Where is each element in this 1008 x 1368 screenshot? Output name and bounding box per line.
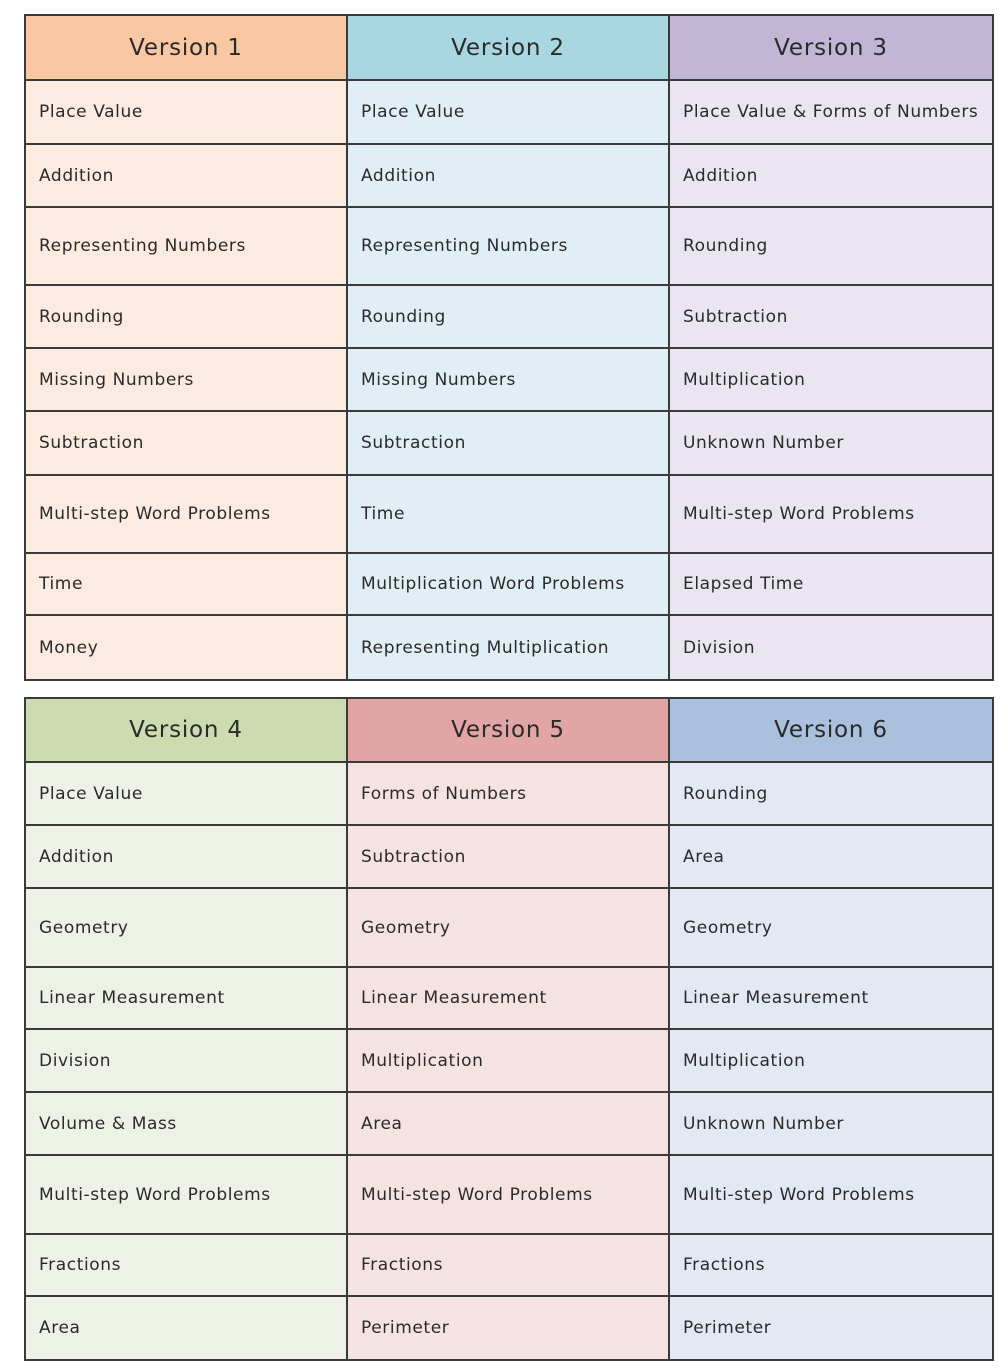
topic-cell: Subtraction (347, 825, 669, 888)
table-row (25, 553, 993, 615)
version-2-header: Version 2 (347, 15, 669, 80)
table-row (25, 1234, 993, 1296)
topic-cell: Geometry (669, 888, 993, 967)
table-row (25, 825, 993, 888)
version-1-header: Version 1 (25, 15, 347, 80)
topic-cell: Multi-step Word Problems (669, 475, 993, 553)
topic-cell: Place Value (25, 80, 347, 144)
topic-cell: Linear Measurement (669, 967, 993, 1029)
table-row (25, 967, 993, 1029)
topic-cell: Addition (25, 825, 347, 888)
topic-cell: Multiplication Word Problems (347, 553, 669, 615)
topic-cell: Rounding (347, 285, 669, 348)
topic-cell: Time (347, 475, 669, 553)
table-row (25, 285, 993, 348)
topic-cell: Area (347, 1092, 669, 1155)
topic-cell: Multiplication (669, 348, 993, 411)
table-row (25, 348, 993, 411)
table-row (25, 1296, 993, 1360)
topic-cell: Representing Multiplication (347, 615, 669, 680)
versions-table-4-6 (24, 697, 994, 1361)
header-row (25, 698, 993, 762)
table-row (25, 207, 993, 285)
table-row (25, 888, 993, 967)
version-3-header: Version 3 (669, 15, 993, 80)
topic-cell: Rounding (669, 762, 993, 825)
topic-cell: Perimeter (669, 1296, 993, 1360)
topic-cell: Elapsed Time (669, 553, 993, 615)
topic-cell: Rounding (25, 285, 347, 348)
topic-cell: Missing Numbers (25, 348, 347, 411)
table-row (25, 615, 993, 680)
topic-cell: Place Value (25, 762, 347, 825)
table-row (25, 1155, 993, 1234)
topic-cell: Multi-step Word Problems (347, 1155, 669, 1234)
table-row (25, 411, 993, 475)
topic-cell: Division (25, 1029, 347, 1092)
table-body (25, 762, 993, 1360)
topic-cell: Multi-step Word Problems (25, 1155, 347, 1234)
topic-cell: Multi-step Word Problems (669, 1155, 993, 1234)
topic-cell: Area (25, 1296, 347, 1360)
topic-cell: Division (669, 615, 993, 680)
topic-cell: Area (669, 825, 993, 888)
version-6-header: Version 6 (669, 698, 993, 762)
table-row (25, 1029, 993, 1092)
topic-cell: Fractions (669, 1234, 993, 1296)
versions-table-1-3 (24, 14, 994, 681)
header-row (25, 15, 993, 80)
topic-cell: Volume & Mass (25, 1092, 347, 1155)
topic-cell: Geometry (347, 888, 669, 967)
topic-cell: Unknown Number (669, 1092, 993, 1155)
topic-cell: Perimeter (347, 1296, 669, 1360)
topic-cell: Multi-step Word Problems (25, 475, 347, 553)
table-row (25, 475, 993, 553)
topic-cell: Subtraction (25, 411, 347, 475)
version-4-header: Version 4 (25, 698, 347, 762)
topic-cell: Multiplication (669, 1029, 993, 1092)
table-row (25, 762, 993, 825)
topic-cell: Representing Numbers (347, 207, 669, 285)
topic-cell: Place Value & Forms of Numbers (669, 80, 993, 144)
topic-cell: Addition (347, 144, 669, 207)
topic-cell: Linear Measurement (25, 967, 347, 1029)
topic-cell: Representing Numbers (25, 207, 347, 285)
topic-cell: Multiplication (347, 1029, 669, 1092)
table-row (25, 1092, 993, 1155)
table-row (25, 144, 993, 207)
topic-cell: Money (25, 615, 347, 680)
topic-cell: Addition (669, 144, 993, 207)
version-5-header: Version 5 (347, 698, 669, 762)
topic-cell: Fractions (347, 1234, 669, 1296)
table-row (25, 80, 993, 144)
topic-cell: Addition (25, 144, 347, 207)
table-body (25, 80, 993, 680)
topic-cell: Place Value (347, 80, 669, 144)
topic-cell: Geometry (25, 888, 347, 967)
topic-cell: Unknown Number (669, 411, 993, 475)
topic-cell: Forms of Numbers (347, 762, 669, 825)
topic-cell: Time (25, 553, 347, 615)
topic-cell: Missing Numbers (347, 348, 669, 411)
topic-cell: Subtraction (669, 285, 993, 348)
topic-cell: Subtraction (347, 411, 669, 475)
topic-cell: Fractions (25, 1234, 347, 1296)
topic-cell: Linear Measurement (347, 967, 669, 1029)
topic-cell: Rounding (669, 207, 993, 285)
